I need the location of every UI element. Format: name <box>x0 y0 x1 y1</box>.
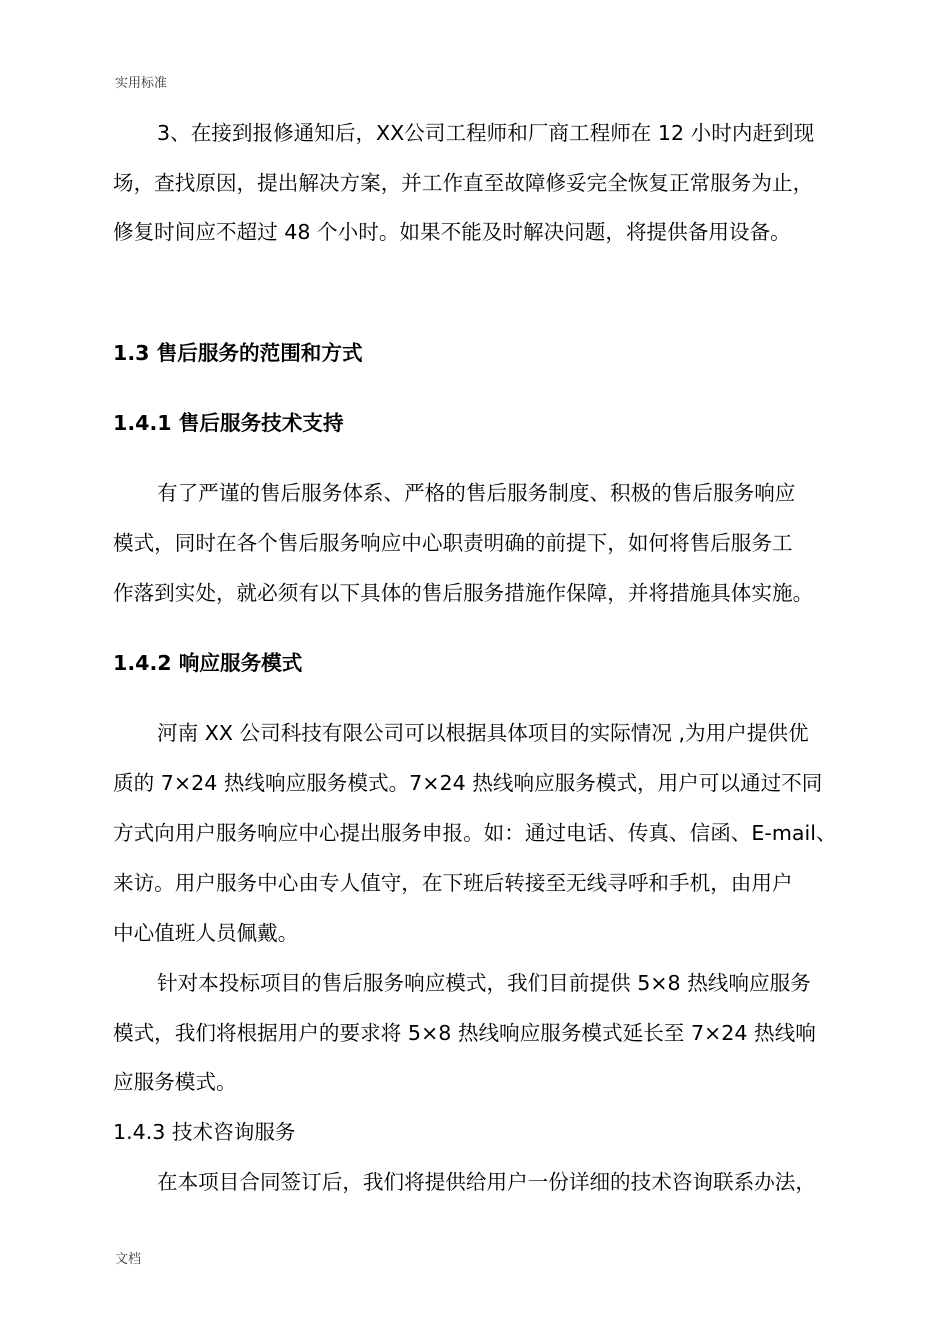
paragraph-line: 中心值班人员佩戴。 <box>113 921 299 945</box>
paragraph-line: 方式向用户服务响应中心提出服务申报。如：通过电话、传真、信函、E-mail、 <box>113 821 837 845</box>
paragraph-line: 模式，同时在各个售后服务响应中心职责明确的前提下，如何将售后服务工 <box>113 531 793 555</box>
paragraph-line: 场，查找原因，提出解决方案，并工作直至故障修妥完全恢复正常服务为止， <box>113 171 814 195</box>
section-heading: 1.4.1 售后服务技术支持 <box>113 411 344 435</box>
section-heading-plain: 1.4.3 技术咨询服务 <box>113 1120 296 1144</box>
paragraph-line: 有了严谨的售后服务体系、严格的售后服务制度、积极的售后服务响应 <box>157 481 796 505</box>
paragraph-line: 来访。用户服务中心由专人值守，在下班后转接至无线寻呼和手机，由用户 <box>113 871 793 895</box>
section-heading: 1.4.2 响应服务模式 <box>113 651 303 675</box>
section-heading: 1.3 售后服务的范围和方式 <box>113 341 363 365</box>
paragraph-line: 在本项目合同签订后，我们将提供给用户一份详细的技术咨询联系办法， <box>157 1170 816 1194</box>
paragraph-line: 作落到实处，就必须有以下具体的售后服务措施作保障，并将措施具体实施。 <box>113 581 814 605</box>
paragraph-line: 河南 XX 公司科技有限公司可以根据具体项目的实际情况 ,为用户提供优 <box>157 721 809 745</box>
paragraph-line: 修复时间应不超过 48 个小时。如果不能及时解决问题，将提供备用设备。 <box>113 220 791 244</box>
paragraph-line: 应服务模式。 <box>113 1070 237 1094</box>
paragraph-line: 模式，我们将根据用户的要求将 5×8 热线响应服务模式延长至 7×24 热线响 <box>113 1021 816 1045</box>
paragraph-line: 3、在接到报修通知后，XX公司工程师和厂商工程师在 12 小时内赶到现 <box>157 121 815 145</box>
page-header: 实用标准 <box>115 76 168 91</box>
paragraph-line: 质的 7×24 热线响应服务模式。7×24 热线响应服务模式，用户可以通过不同 <box>113 771 823 795</box>
paragraph-line: 针对本投标项目的售后服务响应模式，我们目前提供 5×8 热线响应服务 <box>157 971 811 995</box>
page-footer: 文档 <box>115 1252 142 1267</box>
